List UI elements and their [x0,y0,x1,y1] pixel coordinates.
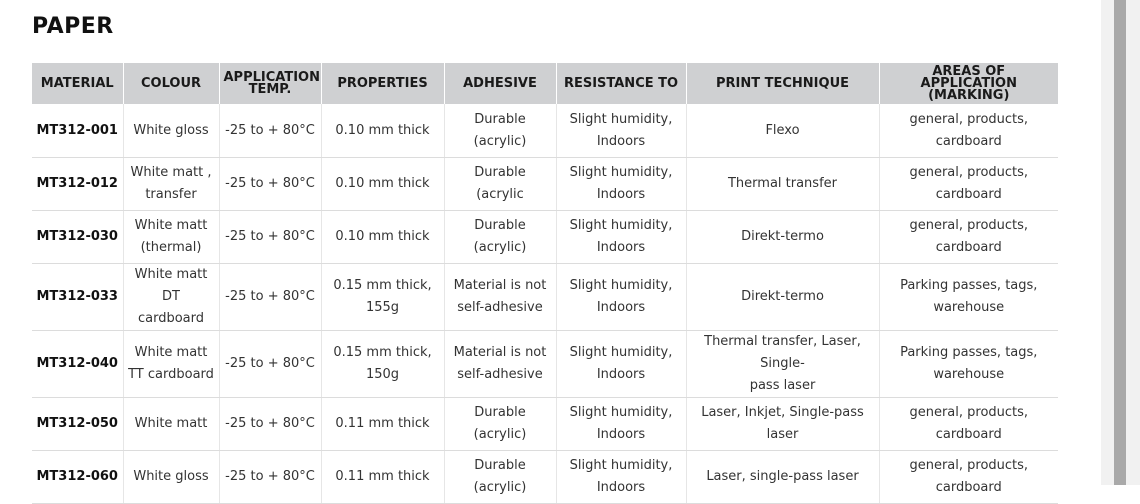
cell-material: MT312-040 [32,331,123,398]
cell-material: MT312-001 [32,104,123,158]
cell-resistance: Slight humidity, Indoors [556,264,686,331]
cell-print-technique: Laser, single-pass laser [686,451,879,504]
cell-areas: general, products, cardboard [879,211,1058,264]
cell-colour: White matt [123,398,219,451]
cell-colour: White matt TT cardboard [123,331,219,398]
cell-material: MT312-050 [32,398,123,451]
table-row [32,158,1058,211]
cell-print-technique: Flexo [686,104,879,158]
cell-properties: 0.10 mm thick [321,104,444,158]
cell-colour: White matt (thermal) [123,211,219,264]
cell-material: MT312-012 [32,158,123,211]
cell-print-technique: Direkt-termo [686,264,879,331]
cell-areas: general, products, cardboard [879,398,1058,451]
page-title: PAPER [32,14,114,39]
column-header-material: MATERIAL [32,63,123,104]
cell-adhesive: Durable (acrylic) [444,451,556,504]
column-header-resistance: RESISTANCE TO [556,63,686,104]
cell-temp: -25 to + 80°C [219,451,321,504]
cell-adhesive: Durable (acrylic) [444,211,556,264]
column-header-areas-of-application: AREAS OF APPLICATION (MARKING) [879,63,1058,104]
cell-properties: 0.11 mm thick [321,398,444,451]
column-header-adhesive: ADHESIVE [444,63,556,104]
cell-temp: -25 to + 80°C [219,211,321,264]
cell-resistance: Slight humidity, Indoors [556,331,686,398]
paper-spec-table [32,63,1058,504]
cell-properties: 0.15 mm thick, 155g [321,264,444,331]
cell-print-technique: Thermal transfer [686,158,879,211]
cell-temp: -25 to + 80°C [219,104,321,158]
cell-properties: 0.10 mm thick [321,211,444,264]
cell-resistance: Slight humidity, Indoors [556,158,686,211]
table-body [32,104,1058,504]
table-header [32,63,1058,104]
cell-areas: general, products, cardboard [879,104,1058,158]
cell-print-technique: Laser, Inkjet, Single-pass laser [686,398,879,451]
cell-areas: general, products, cardboard [879,451,1058,504]
table-row [32,331,1058,398]
cell-adhesive: Durable (acrylic) [444,104,556,158]
cell-adhesive: Material is not self-adhesive [444,331,556,398]
cell-temp: -25 to + 80°C [219,331,321,398]
column-header-application-temp: APPLICATION TEMP. [219,63,321,104]
cell-print-technique: Thermal transfer, Laser, Single- pass laser [686,331,879,398]
table-row [32,104,1058,158]
cell-colour: White gloss [123,451,219,504]
cell-resistance: Slight humidity, Indoors [556,451,686,504]
header-row [32,63,1058,104]
cell-temp: -25 to + 80°C [219,264,321,331]
cell-colour: White matt DT cardboard [123,264,219,331]
cell-resistance: Slight humidity, Indoors [556,104,686,158]
cell-colour: White gloss [123,104,219,158]
cell-resistance: Slight humidity, Indoors [556,398,686,451]
cell-areas: general, products, cardboard [879,158,1058,211]
cell-resistance: Slight humidity, Indoors [556,211,686,264]
cell-material: MT312-030 [32,211,123,264]
scrollbar-thumb[interactable] [1114,0,1126,485]
table-row [32,398,1058,451]
cell-areas: Parking passes, tags, warehouse [879,264,1058,331]
table-row [32,264,1058,331]
table-row [32,211,1058,264]
column-header-print-technique: PRINT TECHNIQUE [686,63,879,104]
cell-adhesive: Durable (acrylic [444,158,556,211]
cell-properties: 0.10 mm thick [321,158,444,211]
column-header-colour: COLOUR [123,63,219,104]
cell-temp: -25 to + 80°C [219,158,321,211]
cell-print-technique: Direkt-termo [686,211,879,264]
cell-temp: -25 to + 80°C [219,398,321,451]
column-header-properties: PROPERTIES [321,63,444,104]
cell-material: MT312-060 [32,451,123,504]
cell-adhesive: Material is not self-adhesive [444,264,556,331]
cell-properties: 0.15 mm thick, 150g [321,331,444,398]
cell-properties: 0.11 mm thick [321,451,444,504]
cell-areas: Parking passes, tags, warehouse [879,331,1058,398]
cell-material: MT312-033 [32,264,123,331]
cell-colour: White matt , transfer [123,158,219,211]
cell-adhesive: Durable (acrylic) [444,398,556,451]
table-row [32,451,1058,504]
